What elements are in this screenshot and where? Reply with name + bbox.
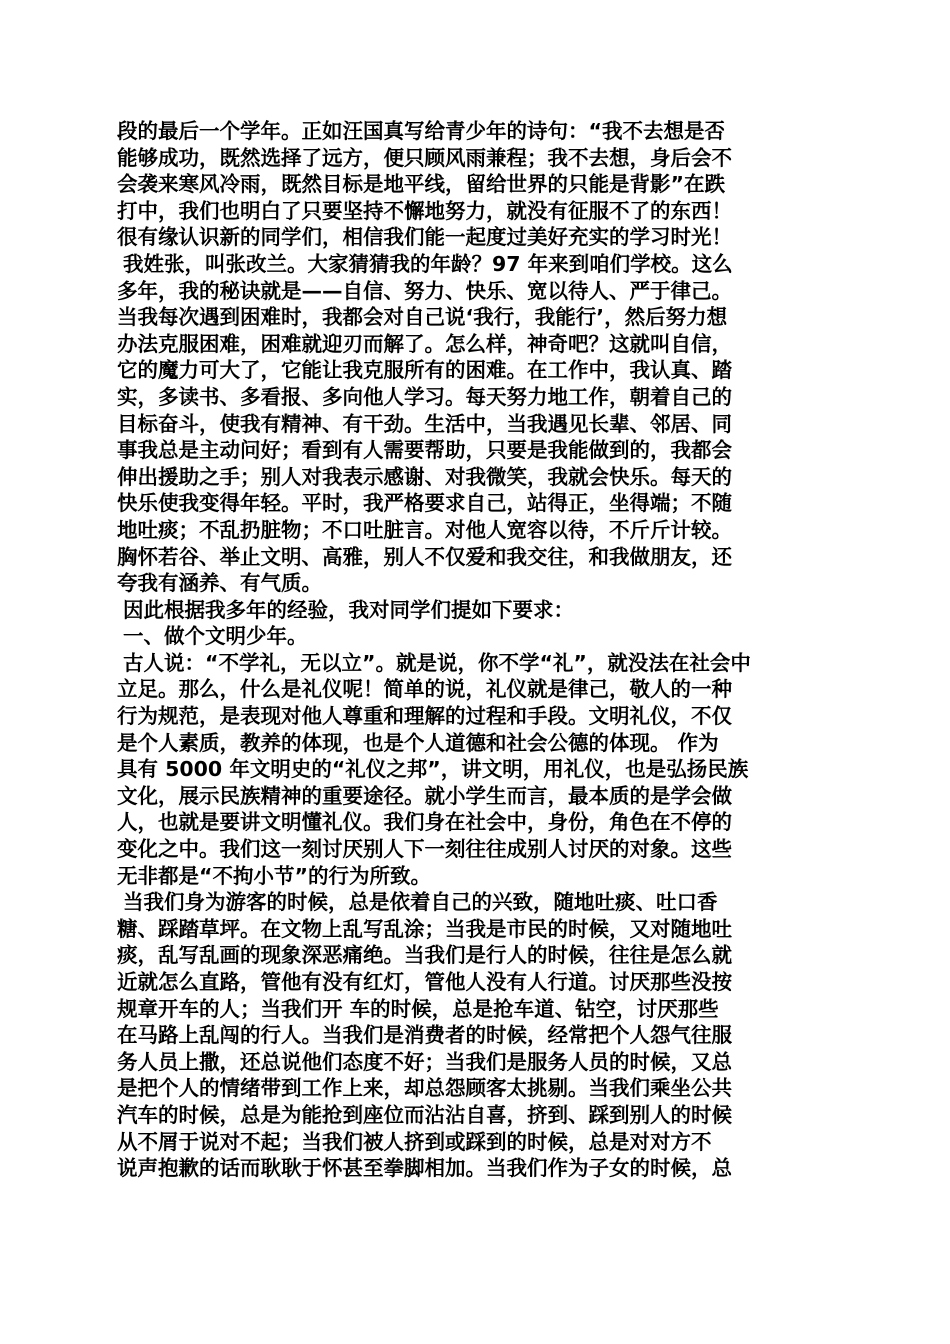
text-line: 实，多读书、多看报、多向他人学习。每天努力地工作，朝着自己的 [117, 384, 732, 409]
text-line: 胸怀若谷、举止文明、高雅，别人不仅爱和我交往，和我做朋友，还 [117, 544, 732, 569]
text-line: 事我总是主动问好；看到有人需要帮助，只要是我能做到的，我都会 [117, 438, 732, 463]
text-line: 当我们身为游客的时候，总是依着自己的兴致，随地吐痰、吐口香 [123, 890, 718, 915]
text-line: 很有缘认识新的同学们，相信我们能一起度过美好充实的学习时光！ [117, 225, 732, 250]
text-line: 地吐痰；不乱扔脏物；不口吐脏言。对他人宽容以待，不斤斤计较。 [117, 517, 732, 542]
text-line: 目标奋斗，使我有精神、有干劲。生活中，当我遇见长辈、邻居、同 [117, 411, 732, 436]
text-line: 快乐使我变得年轻。平时，我严格要求自己，站得正，坐得端；不随 [117, 491, 732, 516]
text-line: 人，也就是要讲文明懂礼仪。我们身在社会中，身份，角色在不停的 [117, 810, 732, 835]
text-line: 汽车的时候，总是为能抢到座位而沾沾自喜，挤到、踩到别人的时候 [117, 1102, 732, 1127]
text-line: 务人员上撒，还总说他们态度不好；当我们是服务人员的时候，又总 [117, 1049, 732, 1074]
text-line: 从不屑于说对不起；当我们被人挤到或踩到的时候，总是对对方不 [117, 1129, 712, 1154]
text-line: 能够成功，既然选择了远方，便只顾风雨兼程；我不去想，身后会不 [117, 145, 732, 170]
text-line: 是把个人的情绪带到工作上来，却总怨顾客太挑剔。当我们乘坐公共 [117, 1076, 732, 1101]
text-line: 当我每次遇到困难时，我都会对自己说‘我行，我能行’，然后努力想 [117, 305, 728, 330]
text-line: 一、做个文明少年。 [123, 624, 308, 649]
text-line: 变化之中。我们这一刻讨厌别人下一刻往往成别人讨厌的对象。这些 [117, 837, 732, 862]
text-line: 是个人素质，教养的体现，也是个人道德和社会公德的体现。 作为 [117, 730, 719, 755]
text-line: 糖、踩踏草坪。在文物上乱写乱涂；当我是市民的时候，又对随地吐 [117, 916, 732, 941]
text-line: 办法克服困难，困难就迎刃而解了。怎么样，神奇吧？这就叫自信， [117, 331, 732, 356]
text-line: 它的魔力可大了，它能让我克服所有的困难。在工作中，我认真、踏 [117, 358, 732, 383]
text-line: 打中，我们也明白了只要坚持不懈地努力，就没有征服不了的东西！ [117, 198, 732, 223]
text-line: 行为规范，是表现对他人尊重和理解的过程和手段。文明礼仪，不仅 [117, 704, 732, 729]
text-line: 文化，展示民族精神的重要途径。就小学生而言，最本质的是学会做 [117, 783, 732, 808]
text-line: 伸出援助之手；别人对我表示感谢、对我微笑，我就会快乐。每天的 [117, 464, 732, 489]
text-line: 立足。那么，什么是礼仪呢！简单的说，礼仪就是律己，敬人的一种 [117, 677, 732, 702]
text-line: 近就怎么直路，管他有没有红灯，管他人没有人行道。讨厌那些没按 [117, 970, 732, 994]
text-line: 无非都是“不拘小节”的行为所致。 [117, 863, 431, 888]
text-line: 具有 5000 年文明史的“礼仪之邦”，讲文明，用礼仪，也是弘扬民族 [117, 757, 749, 782]
text-line: 夸我有涵养、有气质。 [117, 571, 322, 596]
text-line: 痰，乱写乱画的现象深恶痛绝。当我们是行人的时候，往往是怎么就 [117, 943, 732, 968]
text-line: 说声抱歉的话而耿耿于怀甚至拳脚相加。当我们作为子女的时候，总 [117, 1156, 732, 1181]
text-line: 规章开车的人；当我们开 车的时候，总是抢车道、钻空，讨厌那些 [117, 996, 719, 1021]
text-line: 在马路上乱闯的行人。当我们是消费者的时候，经常把个人怨气往服 [117, 1023, 732, 1048]
text-line: 多年，我的秘诀就是——自信、努力、快乐、宽以待人、严于律己。 [117, 278, 732, 303]
text-line: 会袭来寒风冷雨，既然目标是地平线，留给世界的只能是背影”在跌 [117, 172, 725, 197]
text-line: 因此根据我多年的经验，我对同学们提如下要求： [123, 597, 574, 622]
text-line: 段的最后一个学年。正如汪国真写给青少年的诗句：“我不去想是否 [117, 119, 725, 143]
text-line: 我姓张，叫张改兰。大家猜猜我的年龄？97 年来到咱们学校。这么 [123, 251, 733, 276]
document-body [117, 118, 837, 1182]
text-line: 古人说：“不学礼，无以立”。就是说，你不学“礼”，就没法在社会中 [123, 650, 751, 675]
